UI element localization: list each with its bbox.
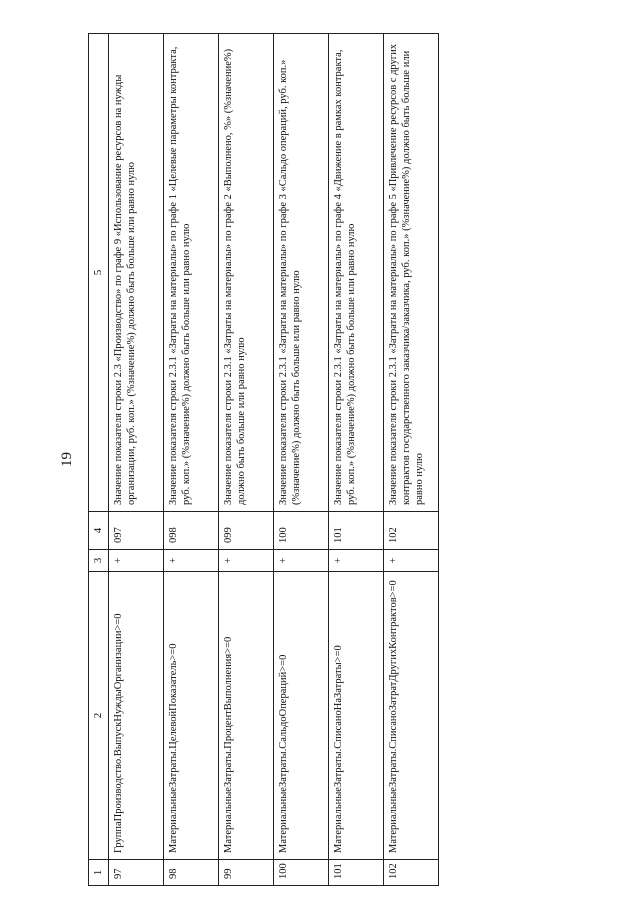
rule-description: Значение показателя строки 2.3 «Производство» по графе 9 «Использование ресурсов на нужды организации, руб. коп.» (%значение%) должно быть больше или равно нулю (109, 34, 164, 512)
table-row (109, 34, 164, 886)
table-row (274, 34, 329, 886)
row-number: 100 (274, 860, 329, 886)
column-header: 4 (89, 512, 109, 550)
column-header: 1 (89, 860, 109, 886)
rule-expression: МатериальныеЗатраты.СальдоОпераций>=0 (274, 572, 329, 860)
rule-flag: + (109, 550, 164, 572)
rule-flag: + (329, 550, 384, 572)
rule-flag: + (274, 550, 329, 572)
table-row (329, 34, 384, 886)
row-number: 102 (384, 860, 439, 886)
column-header: 2 (89, 572, 109, 860)
rule-description: Значение показателя строки 2.3.1 «Затраты на материалы» по графе 4 «Движение в рамках контракта, руб. коп.» (%значение%) должно быть больше или равно нулю (329, 34, 384, 512)
rule-code: 101 (329, 512, 384, 550)
rule-expression: ГруппаПроизводство.ВыпускНуждыОрганизации>=0 (109, 572, 164, 860)
rule-flag: + (164, 550, 219, 572)
rule-description: Значение показателя строки 2.3.1 «Затраты на материалы» по графе 1 «Целевые параметры контракта, руб. коп.» (%значение%) должно быть больше или равно нулю (164, 34, 219, 512)
column-header: 5 (89, 34, 109, 512)
rule-code: 102 (384, 512, 439, 550)
table-header-row (89, 34, 109, 886)
rule-description: Значение показателя строки 2.3.1 «Затраты на материалы» по графе 5 «Привлечение ресурсов с других контрактов государственного заказчика/заказчика, руб. коп.» (%значение%) должно быть больше или равно нулю (384, 34, 439, 512)
row-number: 97 (109, 860, 164, 886)
rule-expression: МатериальныеЗатраты.СписаноЗатратДругихКонтрактов>=0 (384, 572, 439, 860)
row-number: 98 (164, 860, 219, 886)
rule-description: Значение показателя строки 2.3.1 «Затраты на материалы» по графе 2 «Выполнено, %» (%значение%) должно быть больше или равно нулю (219, 34, 274, 512)
rule-code: 100 (274, 512, 329, 550)
rule-expression: МатериальныеЗатраты.СписаноНаЗатраты>=0 (329, 572, 384, 860)
rule-code: 097 (109, 512, 164, 550)
table-row (219, 34, 274, 886)
rule-flag: + (219, 550, 274, 572)
table-row (384, 34, 439, 886)
row-number: 101 (329, 860, 384, 886)
rule-expression: МатериальныеЗатраты.ЦелевойПоказатель>=0 (164, 572, 219, 860)
page-number: 19 (59, 452, 75, 467)
row-number: 99 (219, 860, 274, 886)
validation-rules-table (88, 33, 439, 886)
rotated-table-container (88, 34, 517, 886)
rule-description: Значение показателя строки 2.3.1 «Затраты на материалы» по графе 3 «Сальдо операций, руб. коп.» (%значение%) должно быть больше или равно нулю (274, 34, 329, 512)
table-row (164, 34, 219, 886)
rule-expression: МатериальныеЗатраты.ПроцентВыполнения>=0 (219, 572, 274, 860)
rule-code: 098 (164, 512, 219, 550)
rule-code: 099 (219, 512, 274, 550)
column-header: 3 (89, 550, 109, 572)
rule-flag: + (384, 550, 439, 572)
